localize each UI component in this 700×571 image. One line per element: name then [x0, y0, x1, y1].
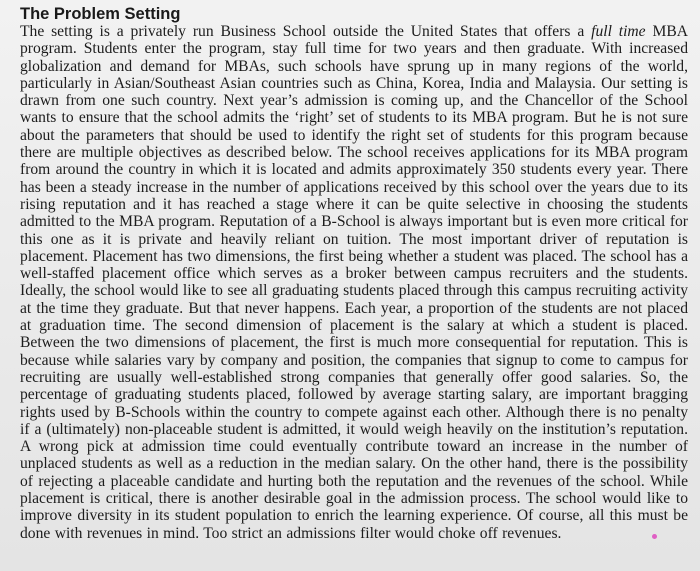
paragraph-emphasis: full time: [591, 23, 646, 40]
annotation-dot-icon: [652, 534, 657, 539]
paragraph-intro: The setting is a privately run Business School outside the United States that offers a: [20, 23, 592, 40]
section-heading: The Problem Setting: [20, 5, 181, 23]
body-paragraph: [20, 23, 688, 542]
paragraph-body: MBA program. Students enter the program, stay full time for two years and then graduate. With increased globalization and demand for MBAs, such schools have sprung up in many regions of the world, particularly in Asian/Southeast Asian countries such as China, Korea, India and Malaysia. Our setting is drawn from one such country. Next year’s admission is coming up, and the Chancellor of the School wants to ensure that the school admits the ‘right’ set of students to its MBA program. But he is not sure about the parameters that should be used to identify the right set of students for this program because there are multiple objectives as described below. The school receives applications for its MBA program from around the country in which it is located and admits approximately 350 students every year. There has been a steady increase in the number of applications received by this school over the years due to its rising reputation and it has reached a stage where it can be quite selective in choosing the students admitted to the MBA program. Reputation of a B-School is always important but is even more critical for this one as it is private and heavily reliant on tuition. The most important driver of reputation is placement. Placement has two dimensions, the first being whether a student was placed. The school has a well-staffed placement office which serves as a broker between campus recruiters and the students. Ideally, the school would like to see all graduating students placed through this campus recruiting activity at the time they graduate. But that never happens. Each year, a proportion of the students are not placed at graduation time. The second dimension of placement is the salary at which a student is placed. Between the two dimensions of placement, the first is much more consequential for reputation. This is because while salaries vary by company and position, the companies that signup to come to campus for recruiting are usually well-established strong companies that generally offer good salaries. So, the percentage of graduating students placed, followed by average starting salary, are important bragging rights used by B-Schools within the country to compete against each other. Although there is no penalty if a (ultimately) non-placeable student is admitted, it would weigh heavily on the institution’s reputation. A wrong pick at admission time could eventually contribute toward an increase in the number of unplaced students as well as a reduction in the median salary. On the other hand, there is the possibility of rejecting a placeable candidate and hurting both the reputation and the revenues of the school. While placement is critical, there is another desirable goal in the admission process. The school would like to improve diversity in its student population to enrich the learning experience. Of course, all this must be done with revenues in mind. Too strict an admissions filter would choke off revenues.: [20, 23, 688, 542]
